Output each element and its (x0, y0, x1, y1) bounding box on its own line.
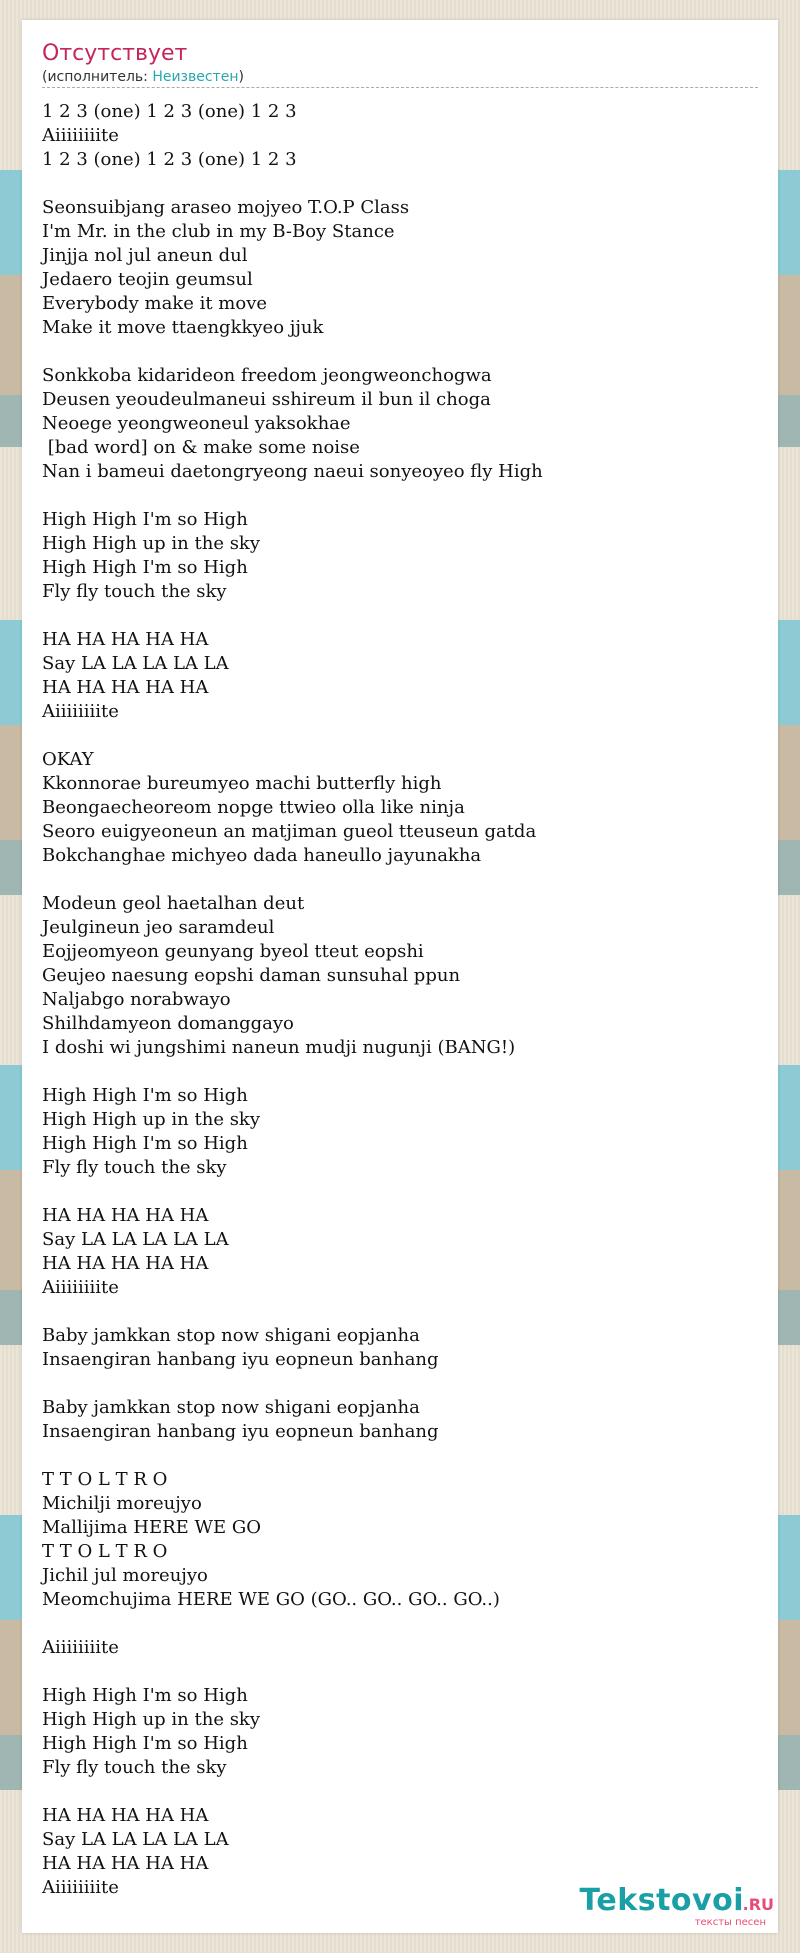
lyrics-text (42, 100, 758, 1900)
lyric-line: Aiiiiiiiite (42, 1877, 119, 1898)
lyric-line: Aiiiiiiiite (42, 125, 119, 146)
performer-line (42, 68, 758, 88)
song-header (42, 40, 758, 88)
lyric-blank-line (42, 172, 758, 196)
lyric-line: High High I'm so High (42, 557, 248, 578)
lyric-line: Neoege yeongweoneul yaksokhae (42, 413, 351, 434)
lyric-line: Nan i bameui daetongryeong naeui sonyeoyeo fly High (42, 461, 543, 482)
lyric-line: Beongaecheoreom nopge ttwieo olla like ninja (42, 797, 465, 818)
lyric-line: Insaengiran hanbang iyu eopneun banhang (42, 1349, 439, 1370)
lyric-line: Baby jamkkan stop now shigani eopjanha (42, 1325, 420, 1346)
lyric-line: HA HA HA HA HA (42, 1805, 209, 1826)
lyric-line: Shilhdamyeon domanggayo (42, 1013, 294, 1034)
lyric-line: HA HA HA HA HA (42, 1205, 209, 1226)
lyric-blank-line (42, 1612, 758, 1636)
lyric-line: Jedaero teojin geumsul (42, 269, 253, 290)
lyric-line: I doshi wi jungshimi naneun mudji nugunji (BANG!) (42, 1037, 516, 1058)
lyric-blank-line (42, 484, 758, 508)
lyric-line: Baby jamkkan stop now shigani eopjanha (42, 1397, 420, 1418)
logo-tld: .RU (742, 1895, 774, 1914)
lyric-line: Fly fly touch the sky (42, 581, 227, 602)
lyric-line: Make it move ttaengkkyeo jjuk (42, 317, 324, 338)
lyric-line: HA HA HA HA HA (42, 677, 209, 698)
lyric-line: OKAY (42, 749, 94, 770)
lyric-line: Seonsuibjang araseo mojyeo T.O.P Class (42, 197, 410, 218)
lyric-blank-line (42, 724, 758, 748)
lyric-line: 1 2 3 (one) 1 2 3 (one) 1 2 3 (42, 149, 297, 170)
lyric-line: Jeulgineun jeo saramdeul (42, 917, 275, 938)
lyric-line: High High up in the sky (42, 533, 261, 554)
logo-tagline: тексты песен (694, 1917, 766, 1928)
lyric-line: High High I'm so High (42, 1733, 248, 1754)
lyric-line: High High up in the sky (42, 1709, 261, 1730)
lyric-line: High High up in the sky (42, 1109, 261, 1130)
lyric-blank-line (42, 1300, 758, 1324)
lyrics-card (22, 20, 778, 1933)
lyric-line: Mallijima HERE WE GO (42, 1517, 262, 1538)
lyric-line: Sonkkoba kidarideon freedom jeongweonchogwa (42, 365, 492, 386)
lyric-line: Fly fly touch the sky (42, 1757, 227, 1778)
lyric-line: Aiiiiiiiite (42, 1277, 119, 1298)
lyric-line: Bokchanghae michyeo dada haneullo jayunakha (42, 845, 482, 866)
lyric-line: I'm Mr. in the club in my B-Boy Stance (42, 221, 395, 242)
lyric-line: Kkonnorae bureumyeo machi butterfly high (42, 773, 442, 794)
lyric-line: Aiiiiiiiite (42, 701, 119, 722)
lyric-line: [bad word] on & make some noise (42, 437, 360, 458)
lyric-blank-line (42, 1660, 758, 1684)
lyric-blank-line (42, 1780, 758, 1804)
lyric-line: Aiiiiiiiite (42, 1637, 119, 1658)
lyric-line: Seoro euigyeoneun an matjiman gueol tteuseun gatda (42, 821, 537, 842)
lyric-line: Say LA LA LA LA LA (42, 1229, 229, 1250)
logo-wordmark: Tekstovoi (579, 1883, 744, 1918)
lyric-blank-line (42, 1060, 758, 1084)
performer-suffix: ) (238, 69, 244, 85)
lyric-line: Jinjja nol jul aneun dul (42, 245, 248, 266)
lyric-line: Naljabgo norabwayo (42, 989, 231, 1010)
lyric-blank-line (42, 1180, 758, 1204)
lyric-line: Say LA LA LA LA LA (42, 1829, 229, 1850)
lyric-line: High High I'm so High (42, 509, 248, 530)
lyric-line: T T O L T R O (42, 1469, 168, 1490)
lyric-line: Geujeo naesung eopshi daman sunsuhal ppun (42, 965, 461, 986)
lyric-line: Deusen yeoudeulmaneui sshireum il bun il choga (42, 389, 491, 410)
lyric-line: HA HA HA HA HA (42, 1253, 209, 1274)
song-title: Отсутствует (42, 41, 188, 66)
lyric-line: HA HA HA HA HA (42, 1853, 209, 1874)
lyric-blank-line (42, 868, 758, 892)
lyric-line: Everybody make it move (42, 293, 268, 314)
site-logo[interactable] (564, 1883, 774, 1929)
performer-prefix: (исполнитель: (42, 69, 153, 85)
lyric-line: High High I'm so High (42, 1133, 248, 1154)
lyric-line: Modeun geol haetalhan deut (42, 893, 305, 914)
lyric-line: HA HA HA HA HA (42, 629, 209, 650)
lyric-blank-line (42, 1372, 758, 1396)
lyric-line: Fly fly touch the sky (42, 1157, 227, 1178)
performer-link[interactable]: Неизвестен (152, 69, 239, 85)
lyric-line: Say LA LA LA LA LA (42, 653, 229, 674)
lyric-blank-line (42, 340, 758, 364)
lyric-line: Meomchujima HERE WE GO (GO.. GO.. GO.. GO..) (42, 1589, 500, 1610)
lyric-line: Michilji moreujyo (42, 1493, 202, 1514)
lyric-line: T T O L T R O (42, 1541, 168, 1562)
lyric-line: Eojjeomyeon geunyang byeol tteut eopshi (42, 941, 424, 962)
lyric-line: High High I'm so High (42, 1085, 248, 1106)
lyric-blank-line (42, 604, 758, 628)
lyric-line: 1 2 3 (one) 1 2 3 (one) 1 2 3 (42, 101, 297, 122)
lyric-line: Insaengiran hanbang iyu eopneun banhang (42, 1421, 439, 1442)
lyric-line: Jichil jul moreujyo (42, 1565, 208, 1586)
lyric-line: High High I'm so High (42, 1685, 248, 1706)
lyric-blank-line (42, 1444, 758, 1468)
